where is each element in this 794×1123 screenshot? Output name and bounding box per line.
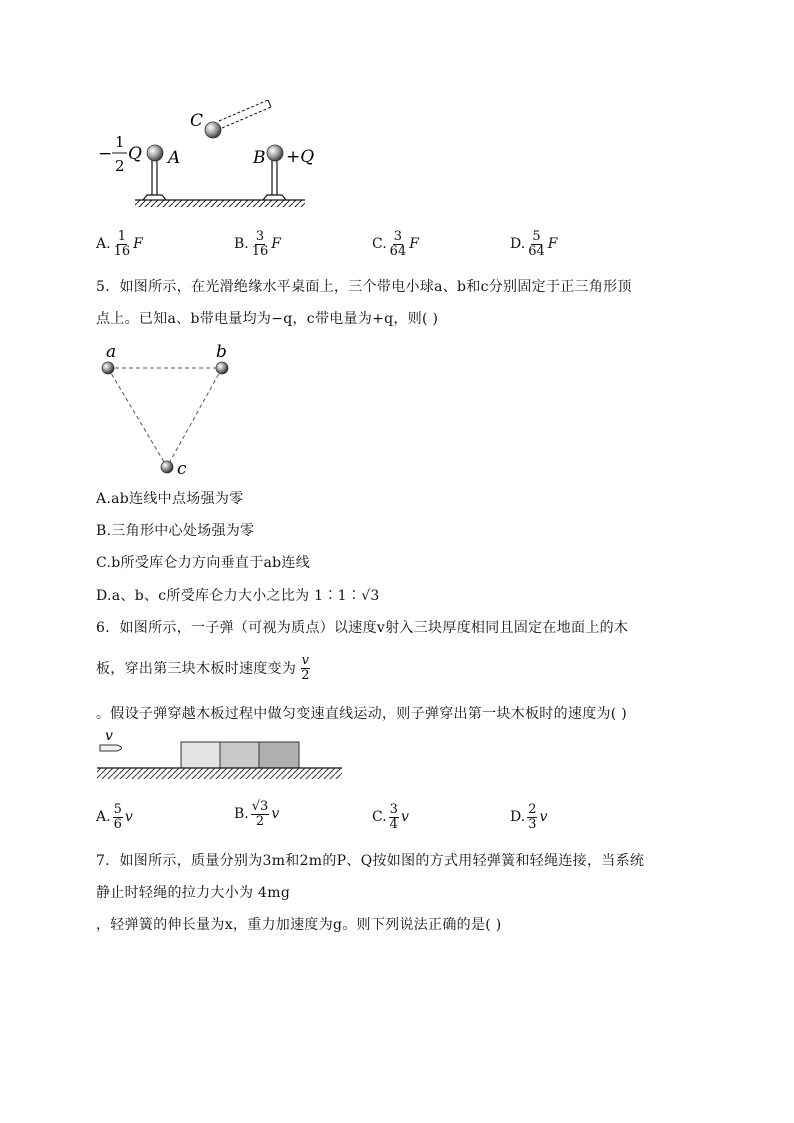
charge-b <box>216 362 228 374</box>
charge-A-num: 1 <box>115 133 125 151</box>
q4-figure <box>95 95 325 215</box>
label-A: A <box>168 148 181 168</box>
charge-A-den: 2 <box>115 157 125 175</box>
q6-option-C: C. $\frac{3}{4}$ v <box>372 802 409 832</box>
charge-A-sign: − <box>98 144 113 164</box>
q5-option-B: B.三角形中心处场强为零 <box>96 523 255 539</box>
q5-triangle-figure <box>95 340 245 480</box>
wood-board-1 <box>181 742 220 768</box>
wood-board-2 <box>220 742 259 768</box>
q5-option-D: D.a、b、c所受库仑力大小之比为 1∶1∶√3 <box>96 588 380 604</box>
q6-line-3: 。假设子弹穿越木板过程中做匀变速直线运动，则子弹穿出第一块木板时的速度为( ) <box>96 706 628 722</box>
bullet <box>100 745 122 751</box>
ground-hatch <box>135 200 305 207</box>
q4-option-B: B. $\frac{3}{16}$ F <box>234 229 282 259</box>
q5-option-A: A.ab连线中点场强为零 <box>96 491 244 507</box>
bullet-velocity-label: v <box>105 728 113 744</box>
charge-B: +Q <box>286 147 315 167</box>
label-c: c <box>177 459 187 479</box>
label-a: a <box>106 342 117 362</box>
q7-line-2: 静止时轻绳的拉力大小为 4mg <box>96 885 291 901</box>
q6-line-2 <box>96 654 311 682</box>
q4-option-A: A. $\frac{1}{16}$ F <box>96 229 143 259</box>
sphere-C <box>205 122 221 138</box>
sphere-A <box>147 145 163 161</box>
q5-option-C: C.b所受库仑力方向垂直于ab连线 <box>96 555 311 571</box>
q5-line-1: 5．如图所示，在光滑绝缘水平桌面上，三个带电小球a、b和c分别固定于正三角形顶 <box>96 279 632 295</box>
label-B: B <box>253 148 266 168</box>
q6-option-A: A. $\frac{5}{6}$ v <box>96 802 133 832</box>
sphere-B <box>267 145 283 161</box>
q4-option-D: D. $\frac{5}{64}$ F <box>510 229 558 259</box>
q6-fraction: $\frac{v}{2}$ <box>301 653 310 683</box>
q6-line-1: 6．如图所示，一子弹（可视为质点）以速度v射入三块厚度相同且固定在地面上的木 <box>96 620 629 636</box>
wood-board-3 <box>259 742 299 768</box>
label-C: C <box>190 111 204 131</box>
q6-bullet-figure <box>95 726 345 784</box>
q6-option-D: D. $\frac{2}{3}$ v <box>510 802 548 832</box>
q7-line-1: 7．如图所示，质量分别为3m和2m的P、Q按如图的方式用轻弹簧和轻绳连接，当系统 <box>96 853 645 869</box>
charge-a <box>102 362 114 374</box>
charge-A-sym: Q <box>128 144 142 164</box>
q6-option-B: B. $\frac{√3}{2}$ v <box>234 799 280 829</box>
charge-c <box>161 461 173 473</box>
handle-C <box>219 100 271 128</box>
q4-option-C: C. $\frac{3}{64}$ F <box>372 229 419 259</box>
q6-line-2-text: 板，穿出第三块木板时速度变为 <box>96 661 297 678</box>
q7-line-3: ，轻弹簧的伸长量为x，重力加速度为g。则下列说法正确的是( ) <box>96 917 502 933</box>
q5-line-2: 点上。已知a、b带电量均为−q，c带电量为+q，则( ) <box>96 311 439 327</box>
label-b: b <box>216 342 227 362</box>
